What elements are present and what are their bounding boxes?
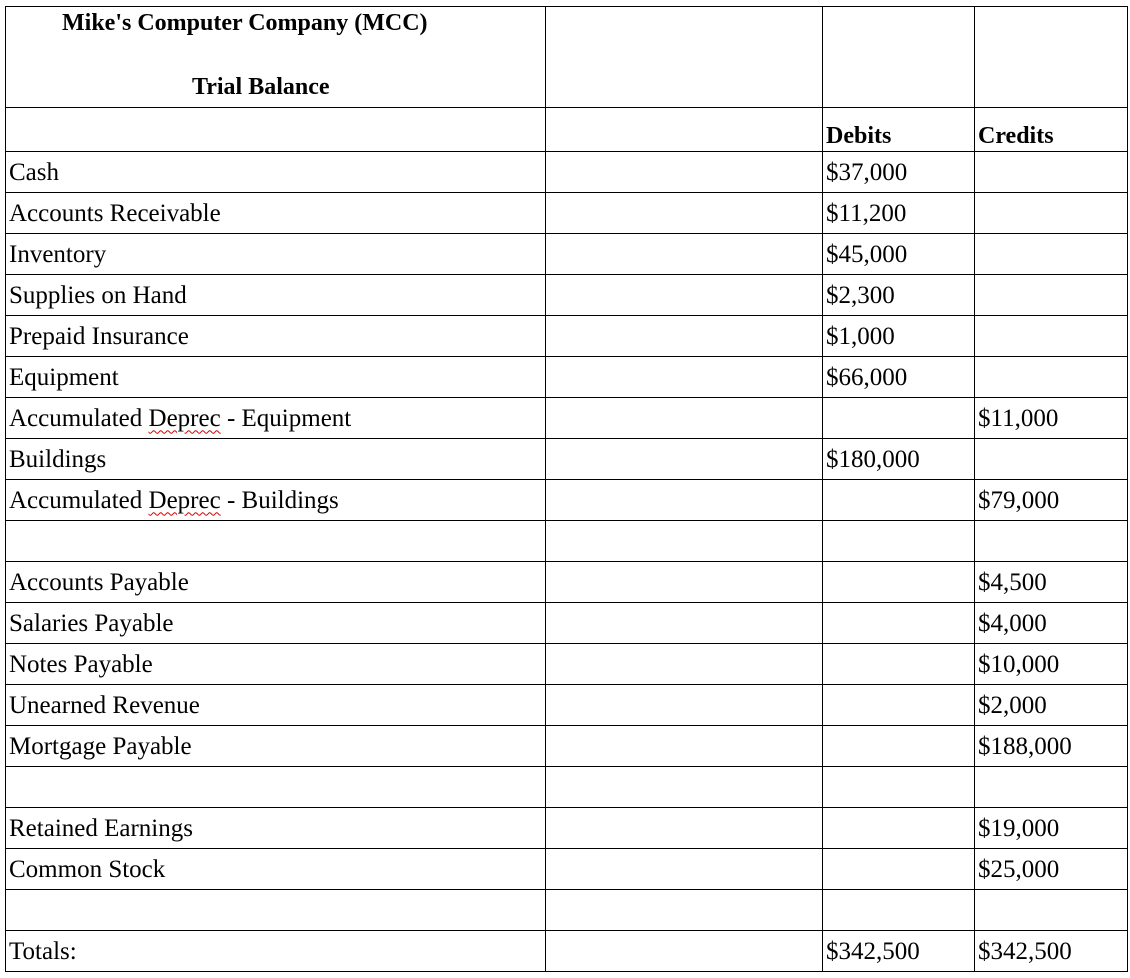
empty-cell[interactable] — [6, 767, 546, 808]
credit-amount[interactable]: $4,000 — [975, 603, 1128, 644]
totals-label[interactable]: Totals: — [6, 931, 546, 972]
credit-amount[interactable] — [975, 234, 1128, 275]
empty-cell[interactable] — [823, 890, 975, 931]
empty-cell[interactable] — [546, 726, 823, 767]
credit-amount[interactable]: $25,000 — [975, 849, 1128, 890]
debit-amount[interactable]: $66,000 — [823, 357, 975, 398]
empty-cell[interactable] — [546, 808, 823, 849]
account-name[interactable]: Mortgage Payable — [6, 726, 546, 767]
account-name[interactable]: Buildings — [6, 439, 546, 480]
account-name[interactable]: Accounts Receivable — [6, 193, 546, 234]
credit-amount[interactable]: $188,000 — [975, 726, 1128, 767]
credit-amount[interactable] — [975, 439, 1128, 480]
total-debits[interactable]: $342,500 — [823, 931, 975, 972]
empty-cell[interactable] — [546, 644, 823, 685]
total-credits[interactable]: $342,500 — [975, 931, 1128, 972]
account-name[interactable]: Inventory — [6, 234, 546, 275]
debit-amount[interactable]: $45,000 — [823, 234, 975, 275]
table-row — [6, 193, 1128, 234]
spellcheck-flagged-word: Deprec — [148, 486, 221, 514]
account-name-prefix: Accumulated — [9, 486, 149, 514]
empty-cell[interactable] — [546, 275, 823, 316]
table-row — [6, 234, 1128, 275]
credit-amount[interactable]: $11,000 — [975, 398, 1128, 439]
empty-cell[interactable] — [975, 890, 1128, 931]
account-name-suffix: - Buildings — [220, 486, 339, 514]
debit-amount[interactable] — [823, 480, 975, 521]
account-name[interactable] — [6, 398, 546, 439]
account-name[interactable]: Unearned Revenue — [6, 685, 546, 726]
account-name[interactable]: Common Stock — [6, 849, 546, 890]
credits-header[interactable]: Credits — [975, 108, 1128, 152]
empty-cell[interactable] — [546, 603, 823, 644]
empty-cell[interactable] — [823, 767, 975, 808]
table-row — [6, 357, 1128, 398]
empty-cell[interactable] — [975, 521, 1128, 562]
table-row — [6, 808, 1128, 849]
empty-cell[interactable] — [546, 152, 823, 193]
credit-amount[interactable] — [975, 316, 1128, 357]
empty-cell[interactable] — [546, 521, 823, 562]
debit-amount[interactable]: $37,000 — [823, 152, 975, 193]
account-name[interactable]: Retained Earnings — [6, 808, 546, 849]
empty-cell[interactable] — [546, 234, 823, 275]
table-row — [6, 316, 1128, 357]
table-row — [6, 480, 1128, 521]
debit-amount[interactable] — [823, 644, 975, 685]
empty-cell[interactable] — [546, 398, 823, 439]
debit-amount[interactable]: $1,000 — [823, 316, 975, 357]
blank-row — [6, 767, 1128, 808]
table-row — [6, 849, 1128, 890]
title-cell[interactable] — [6, 7, 546, 108]
empty-cell[interactable] — [546, 767, 823, 808]
debit-amount[interactable] — [823, 685, 975, 726]
empty-cell[interactable] — [546, 480, 823, 521]
table-row — [6, 398, 1128, 439]
account-name-prefix: Accumulated — [9, 404, 149, 432]
debit-amount[interactable]: $11,200 — [823, 193, 975, 234]
account-name[interactable]: Cash — [6, 152, 546, 193]
empty-cell[interactable] — [546, 685, 823, 726]
account-name[interactable]: Accounts Payable — [6, 562, 546, 603]
empty-cell[interactable] — [546, 7, 823, 108]
account-name[interactable]: Salaries Payable — [6, 603, 546, 644]
account-name[interactable]: Supplies on Hand — [6, 275, 546, 316]
debit-amount[interactable] — [823, 808, 975, 849]
debits-header[interactable]: Debits — [823, 108, 975, 152]
debit-amount[interactable] — [823, 726, 975, 767]
credit-amount[interactable] — [975, 275, 1128, 316]
credit-amount[interactable]: $19,000 — [975, 808, 1128, 849]
trial-balance-table — [5, 6, 1128, 972]
table-row — [6, 275, 1128, 316]
empty-cell[interactable] — [823, 521, 975, 562]
column-header-row — [6, 108, 1128, 152]
table-row — [6, 685, 1128, 726]
credit-amount[interactable] — [975, 193, 1128, 234]
debit-amount[interactable] — [823, 603, 975, 644]
credit-amount[interactable]: $2,000 — [975, 685, 1128, 726]
table-row — [6, 439, 1128, 480]
empty-cell[interactable] — [975, 767, 1128, 808]
credit-amount[interactable] — [975, 152, 1128, 193]
credit-amount[interactable] — [975, 357, 1128, 398]
company-name: Mike's Computer Company (MCC) — [62, 10, 428, 36]
blank-row — [6, 890, 1128, 931]
empty-cell[interactable] — [6, 521, 546, 562]
spellcheck-flagged-word: Deprec — [148, 404, 221, 432]
account-name[interactable]: Prepaid Insurance — [6, 316, 546, 357]
account-name[interactable]: Equipment — [6, 357, 546, 398]
empty-cell[interactable] — [546, 931, 823, 972]
empty-cell[interactable] — [546, 316, 823, 357]
credit-amount[interactable]: $79,000 — [975, 480, 1128, 521]
account-name[interactable] — [6, 480, 546, 521]
empty-cell[interactable] — [546, 108, 823, 152]
table-row — [6, 603, 1128, 644]
empty-cell[interactable] — [6, 108, 546, 152]
table-row — [6, 152, 1128, 193]
report-title: Trial Balance — [192, 74, 330, 100]
credit-amount[interactable]: $4,500 — [975, 562, 1128, 603]
empty-cell[interactable] — [546, 849, 823, 890]
debit-amount[interactable]: $2,300 — [823, 275, 975, 316]
table-row — [6, 644, 1128, 685]
debit-amount[interactable] — [823, 849, 975, 890]
title-row — [6, 7, 1128, 108]
empty-cell[interactable] — [546, 890, 823, 931]
table-row — [6, 562, 1128, 603]
table-row — [6, 726, 1128, 767]
empty-cell[interactable] — [546, 562, 823, 603]
empty-cell[interactable] — [823, 7, 975, 108]
debit-amount[interactable] — [823, 562, 975, 603]
credit-amount[interactable]: $10,000 — [975, 644, 1128, 685]
blank-row — [6, 521, 1128, 562]
empty-cell[interactable] — [546, 439, 823, 480]
empty-cell[interactable] — [546, 193, 823, 234]
empty-cell[interactable] — [6, 890, 546, 931]
empty-cell[interactable] — [546, 357, 823, 398]
empty-cell[interactable] — [975, 7, 1128, 108]
debit-amount[interactable] — [823, 398, 975, 439]
account-name[interactable]: Notes Payable — [6, 644, 546, 685]
debit-amount[interactable]: $180,000 — [823, 439, 975, 480]
account-name-suffix: - Equipment — [220, 404, 352, 432]
totals-row — [6, 931, 1128, 972]
